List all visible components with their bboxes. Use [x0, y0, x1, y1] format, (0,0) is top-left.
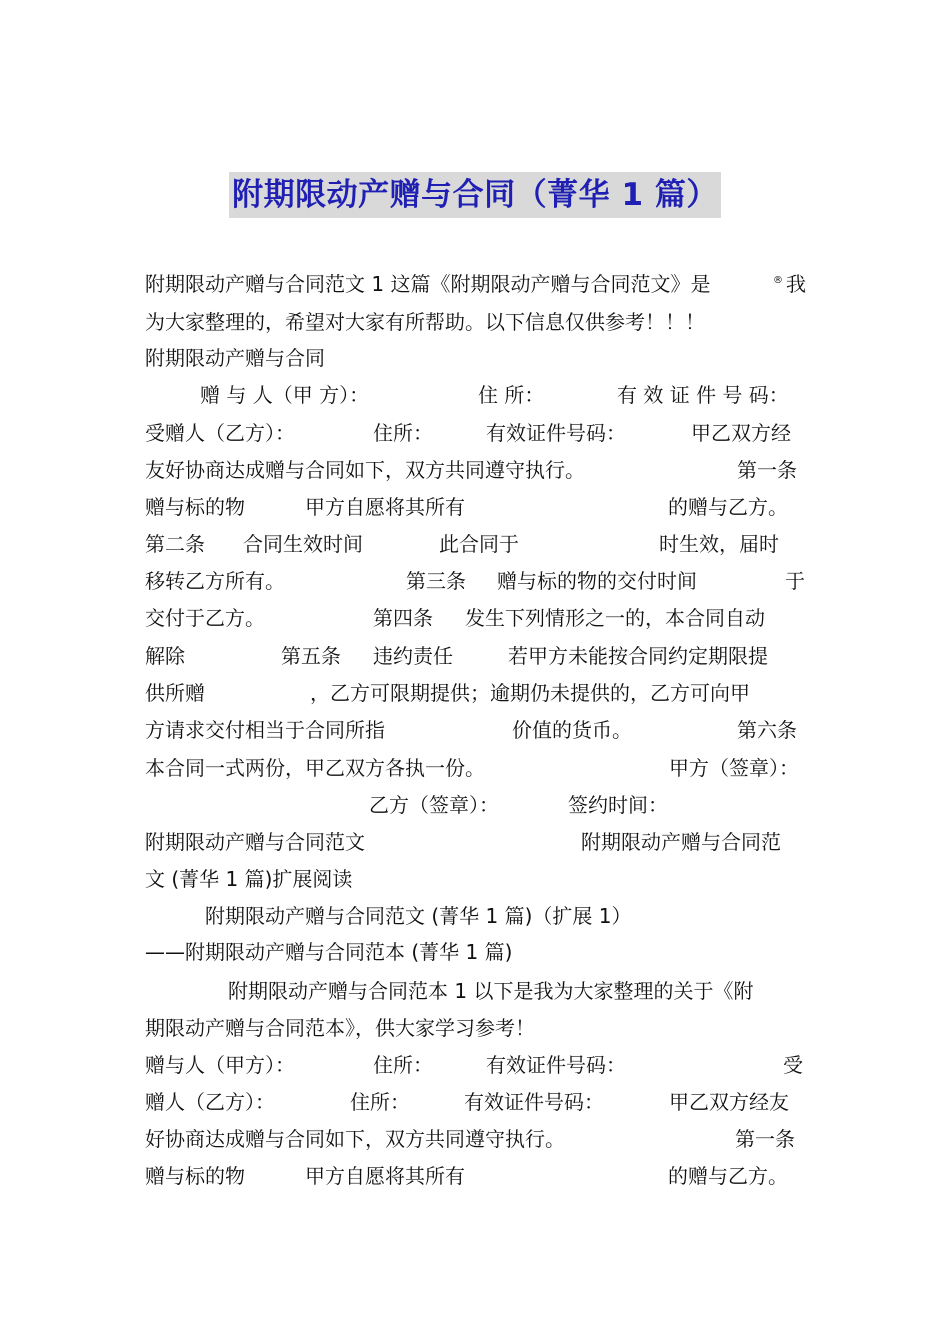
title-wrapper: [0, 172, 950, 218]
paragraph-line: [145, 861, 807, 898]
text-segment: 违约责任: [373, 644, 453, 668]
text-segment: 赠与标的物: [145, 495, 245, 519]
text-segment: 价值的货币。: [512, 718, 632, 742]
paragraph-line: [145, 563, 807, 600]
section-heading: 附期限动产赠与合同: [145, 346, 325, 370]
text-segment: 有效证件号码：: [464, 1090, 604, 1114]
text-segment: 第三条: [406, 569, 466, 593]
text-segment: 的赠与乙方。: [668, 495, 788, 519]
paragraph-line: [145, 898, 807, 935]
paragraph-line: [145, 1121, 807, 1158]
text-segment: 第二条: [145, 532, 205, 556]
text-segment: 供所赠: [145, 681, 205, 705]
paragraph-line: [145, 1047, 807, 1084]
text-segment: 住所：: [373, 421, 433, 445]
text-segment: 的赠与乙方。: [668, 1164, 788, 1188]
paragraph-line: [145, 824, 807, 861]
paragraph-line: [145, 452, 807, 489]
text-segment: 若甲方未能按合同约定期限提: [508, 644, 768, 668]
text-segment: 为大家整理的，希望对大家有所帮助。以下信息仅供参考！！！: [145, 310, 705, 334]
text-segment: 甲乙双方经: [691, 421, 791, 445]
text-segment: 第一条: [737, 458, 797, 482]
paragraph-line: [145, 934, 807, 971]
paragraph-line: [145, 340, 807, 377]
text-segment: 住 所：: [478, 383, 545, 407]
paragraph-line: [145, 750, 807, 787]
text-segment: ，乙方可限期提供；逾期仍未提供的，乙方可向甲: [310, 681, 750, 705]
paragraph-line: [145, 377, 807, 414]
text-segment: 时生效，届时: [659, 532, 779, 556]
text-segment: 签约时间：: [568, 793, 668, 817]
text-segment: 于: [785, 569, 805, 593]
text-segment: 赠与标的物的交付时间: [497, 569, 697, 593]
text-segment: 甲方自愿将其所有: [305, 1164, 465, 1188]
text-segment: 有效证件号码：: [486, 1053, 626, 1077]
paragraph-line: [145, 489, 807, 526]
text-segment: 赠与标的物: [145, 1164, 245, 1188]
text-segment: 交付于乙方。: [145, 606, 265, 630]
paragraph-line: [145, 787, 807, 824]
text-segment: 附期限动产赠与合同范文 1 这篇《附期限动产赠与合同范文》是: [145, 272, 711, 296]
text-segment: 甲方自愿将其所有: [305, 495, 465, 519]
paragraph-line: [145, 1084, 807, 1121]
text-segment: 有 效 证 件 号 码：: [617, 383, 789, 407]
text-segment: 住所：: [350, 1090, 410, 1114]
text-segment: 此合同于: [439, 532, 519, 556]
paragraph-line: [145, 266, 807, 303]
paragraph-line: [145, 675, 807, 712]
paragraph-line: [145, 1010, 807, 1047]
text-segment: 文 (菁华 1 篇)扩展阅读: [145, 867, 353, 891]
text-segment: 第五条: [281, 644, 341, 668]
text-segment: 第六条: [737, 718, 797, 742]
text-segment: 友好协商达成赠与合同如下，双方共同遵守执行。: [145, 458, 585, 482]
text-segment: 甲方（签章）：: [669, 756, 799, 780]
paragraph-line: [145, 1158, 807, 1195]
text-segment: 期限动产赠与合同范本》，供大家学习参考！: [145, 1016, 535, 1040]
text-segment: 方请求交付相当于合同所指: [145, 718, 385, 742]
document-title: 附期限动产赠与合同（菁华 1 篇）: [229, 172, 721, 218]
text-segment: 附期限动产赠与合同范: [581, 830, 781, 854]
paragraph-line: [145, 712, 807, 749]
registered-mark: ®: [773, 275, 783, 286]
text-segment: 第四条: [373, 606, 433, 630]
paragraph-line: [145, 638, 807, 675]
text-segment: 赠人（乙方）：: [145, 1090, 275, 1114]
text-segment: 好协商达成赠与合同如下，双方共同遵守执行。: [145, 1127, 565, 1151]
text-segment: 附期限动产赠与合同范本 1 以下是我为大家整理的关于《附: [228, 979, 754, 1003]
text-segment: 本合同一式两份，甲乙双方各执一份。: [145, 756, 485, 780]
text-segment: 附期限动产赠与合同范文 (菁华 1 篇)（扩展 1）: [205, 904, 632, 928]
text-segment: 附期限动产赠与合同范文: [145, 830, 365, 854]
text-segment: 合同生效时间: [243, 532, 363, 556]
text-segment: 住所：: [373, 1053, 433, 1077]
text-segment: ——附期限动产赠与合同范本 (菁华 1 篇): [145, 940, 513, 964]
paragraph-line: [145, 973, 807, 1010]
text-segment: 甲乙双方经友: [669, 1090, 789, 1114]
paragraph-line: [145, 304, 807, 341]
paragraph-line: [145, 415, 807, 452]
text-segment: 乙方（签章）：: [369, 793, 499, 817]
text-segment: 受: [783, 1053, 803, 1077]
text-segment: 有效证件号码：: [486, 421, 626, 445]
text-segment: 发生下列情形之一的，本合同自动: [465, 606, 765, 630]
text-segment: 我: [786, 272, 806, 296]
text-segment: 受赠人（乙方）：: [145, 421, 295, 445]
text-segment: 移转乙方所有。: [145, 569, 285, 593]
paragraph-line: [145, 600, 807, 637]
text-segment: 第一条: [735, 1127, 795, 1151]
text-segment: 赠 与 人（甲 方）：: [200, 383, 370, 407]
text-segment: 赠与人（甲方）：: [145, 1053, 295, 1077]
paragraph-line: [145, 526, 807, 563]
text-segment: 解除: [145, 644, 185, 668]
